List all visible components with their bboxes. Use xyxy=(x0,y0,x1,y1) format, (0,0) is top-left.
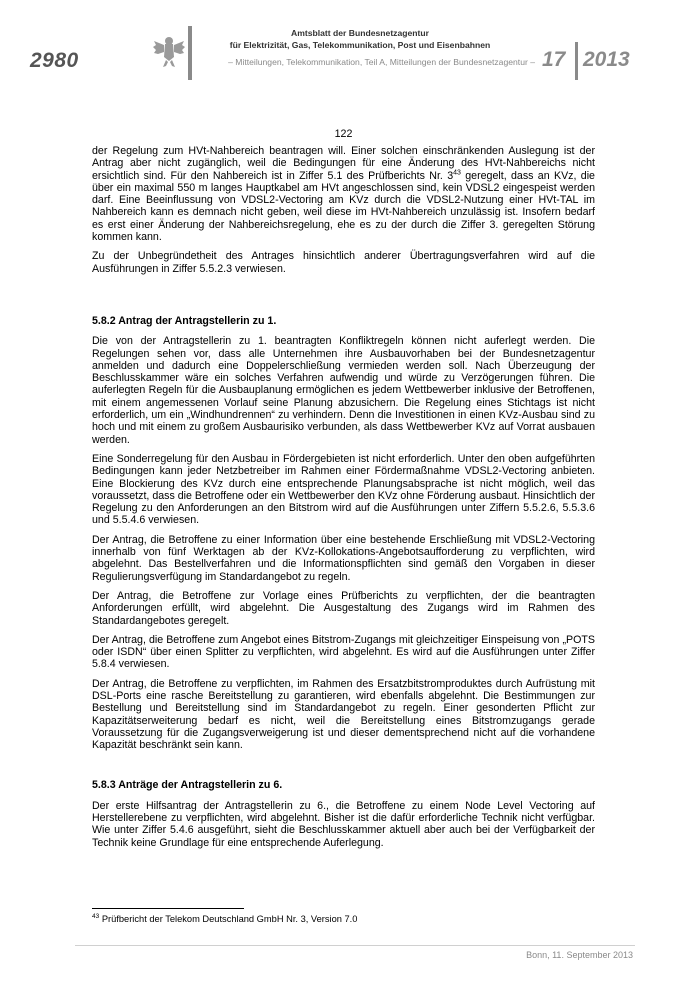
footnote-marker[interactable]: 43 xyxy=(453,169,461,177)
paragraph: Der Antrag, die Betroffene zu einer Information über eine bestehende Erschließung mit VDSL2-Vectoring innerhalb von fünf Werktagen ab der KVz-Kollokations-Angebotsaufforderung zu verpflichten, wird abgelehnt. Das Bestellverfahren und die Informationspflichten sind gemäß den Vorgaben in dieser Regulierungsverfügung im Standardangebot zu regeln. xyxy=(92,533,595,583)
federal-eagle-icon xyxy=(152,33,186,69)
footnote-divider xyxy=(92,908,244,909)
document-body xyxy=(92,128,595,856)
inner-page-number: 122 xyxy=(334,128,353,140)
paragraph: Zu der Unbegründetheit des Antrages hinsichtlich anderer Übertragungsverfahren wird auf die Ausführungen in Ziffer 5.5.2.3 verwiesen. xyxy=(92,250,595,275)
paragraph: Der Antrag, die Betroffene zum Angebot eines Bitstrom-Zugangs mit gleichzeitiger Einspeisung von „POTS oder ISDN“ über einen Splitter zu verpflichten, wird abgelehnt. Es wird auf die Ausführungen unter Ziffer 5.8.4 verwiesen. xyxy=(92,633,595,671)
issue-number: 17 xyxy=(542,48,566,71)
issue-year: 2013 xyxy=(583,48,630,71)
journal-title: Amtsblatt der Bundesnetzagentur xyxy=(291,28,429,38)
page-header xyxy=(0,0,700,90)
footnote-number: 43 xyxy=(92,912,100,920)
paragraph: der Regelung zum HVt-Nahbereich beantragen will. Einer solchen einschränkenden Auslegung ist der Antrag aber nicht zugänglich, weil die Bedingungen für eine Änderung des HVt-Nahbereichs nicht ersichtlich sind. Für den Nahbereich ist in Ziffer 5.1 des Prüfberichts Nr. $3^{43}$ geregelt, dass an KVz, die über ein maximal 550 m langes Hauptkabel am HVt angeschlossen sind, kein VDSL2 eingespeist werden darf. Eine Beeinflussung von VDSL2-Vectoring am KVz durch die VDSL2-Nutzung einer HVt-TAL im Nahbereich kann es demnach nicht geben, weil diese im HVt-Nahbereich unzulässig ist. Insofern bedarf es erst einer Änderung der Nahbereichsregelung, ehe es zu der durch die Ziffer 3. geregelten Störung kommen kann. xyxy=(92,145,595,244)
journal-subtitle: für Elektrizität, Gas, Telekommunikation, Post und Eisenbahnen xyxy=(229,40,491,50)
header-divider xyxy=(188,26,192,80)
journal-page-number: 2980 xyxy=(30,49,79,72)
section-heading: 5.8.3 Anträge der Antragstellerin zu 6. xyxy=(92,779,283,792)
journal-section: – Mitteilungen, Telekommunikation, Teil A, Mitteilungen der Bundesnetzagentur – xyxy=(228,57,535,67)
footnote-text: Prüfbericht der Telekom Deutschland GmbH Nr. 3, Version 7.0 xyxy=(99,914,358,924)
footnote xyxy=(92,914,357,924)
place-date: Bonn, 11. September 2013 xyxy=(526,950,633,960)
issue-divider xyxy=(575,42,578,80)
paragraph: Der Antrag, die Betroffene zur Vorlage eines Prüfberichts zu verpflichten, der die beantragten Anforderungen erfüllt, wird abgelehnt. Die Ausgestaltung des Zugangs wird im Rahmen des Standardangebotes geregelt. xyxy=(92,589,595,627)
paragraph: Der erste Hilfsantrag der Antragstellerin zu 6., die Betroffene zu einem Node Level Vectoring auf Herstellerebene zu verpflichten, wird abgelehnt. Bisher ist die dafür erforderliche Technik nicht verfügbar. Wie unter Ziffer 5.4.6 ausgeführt, sieht die Beschlusskammer aktuell aber auch bei der Verfügbarkeit der Technik keine Grundlage für eine entsprechende Auferlegung. xyxy=(92,799,595,849)
section-heading: 5.8.2 Antrag der Antragstellerin zu 1. xyxy=(92,314,277,327)
paragraph: Der Antrag, die Betroffene zu verpflichten, im Rahmen des Ersatzbitstromproduktes durch Aufrüstung mit DSL-Ports eine rasche Bereitstellung zu garantieren, wird ebenfalls abgelehnt. Die Bestimmungen zur Bestellung und Bereitstellung sind im Standardangebot zu regeln. Einer gesonderten Pflicht zur Kapazitätserweiterung bedarf es nicht, weil die Bereitstellung eines Bitstromzugangs gerade Voraussetzung für die Zugangsverweigerung ist und dieser dementsprechend nicht auf die vorhandene Kapazität beschränkt sein kann. xyxy=(92,677,595,752)
paragraph: Die von der Antragstellerin zu 1. beantragten Konfliktregeln können nicht auferlegt werden. Die Regelungen sehen vor, dass alle Unternehmen ihre Ausbauvorhaben bei der Bundesnetzagentur anmelden und dadurch eine Doppelerschließung vermieden werden soll. Nach Überzeugung der Beschlusskammer wäre ein solches Verfahren aufwendig und würde zu Verzögerungen führen. Die auferlegten Regeln für die Ausbauplanung ermöglichen es jedem Wettbewerber inklusive der Betroffenen, mit einem angemessenen Vorlauf seine Planung abzusichern. Die Regelung eines Stichtags ist nicht erforderlich, um ein „Windhundrennen“ zu verhindern. Denn die Investitionen in einen KVz-Ausbau sind zu hoch und mit einem zu großem Ausbaurisiko verbunden, als dass Wettbewerber KVz auf Vorrat ausbauen werden. xyxy=(92,335,595,446)
paragraph: Eine Sonderregelung für den Ausbau in Fördergebieten ist nicht erforderlich. Unter den oben aufgeführten Bedingungen kann jeder Netzbetreiber im Rahmen einer Fördermaßnahme VDSL2-Vectoring anbieten. Eine Blockierung des KVz durch eine entsprechende Planungsabsprache ist nicht möglich, weil das voraussetzt, dass die Betroffene oder ein Wettbewerber den KVz ohne Förderung ausbaut. Hinsichtlich der Regelung zu den Anforderungen an den Bitstrom wird auf die Ausführungen unter Ziffern 5.5.2.6, 5.5.3.6 und 5.5.4.6 verwiesen. xyxy=(92,452,595,527)
footer-divider xyxy=(75,945,635,946)
